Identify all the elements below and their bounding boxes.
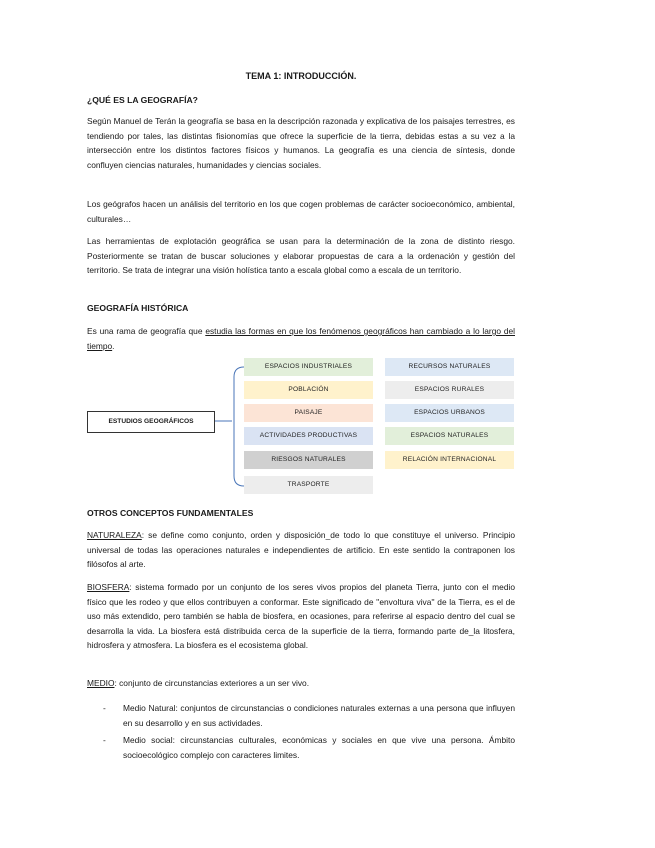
diagram-box-left: ACTIVIDADES PRODUCTIVAS	[244, 427, 373, 445]
diagram-box-right: ESPACIOS URBANOS	[385, 404, 514, 422]
diagram-box-right: RECURSOS NATURALES	[385, 358, 514, 376]
diagram-box-left: RIESGOS NATURALES	[244, 451, 373, 469]
paragraph-naturaleza	[87, 528, 515, 572]
paragraph-medio	[87, 676, 515, 691]
bullet-marker: -	[103, 703, 106, 713]
paragraph-definition: Según Manuel de Terán la geografía se basa en la descripción razonada y explicativa de los paisajes terrestres, es tendiendo por tales, las distintas fisionomías que ofrece la superficie de la tierra, debidas estas a su vez a la intersección entre los distintos factores físicos y humanos. La geografía es una ciencia de síntesis, donde confluyen ciencias naturales, humanidades y ciencias sociales.	[87, 116, 515, 170]
diagram-box-right: RELACIÓN INTERNACIONAL	[385, 451, 514, 469]
paragraph-historica-underlined: estudia las formas en que los fenómenos geográficos han cambiado a lo largo del tiempo	[87, 326, 515, 351]
term-medio: MEDIO	[87, 678, 115, 688]
diagram-box-left: ESPACIOS INDUSTRIALES	[244, 358, 373, 376]
paragraph-geografos: Los geógrafos hacen un análisis del territorio en los que cogen problemas de carácter socioeconómico, ambiental, culturales…	[87, 199, 515, 224]
diagram-root: ESTUDIOS GEOGRÁFICOS	[87, 411, 215, 433]
page-title: TEMA 1: INTRODUCCIÓN.	[245, 71, 357, 81]
diagram-box-right: ESPACIOS NATURALES	[385, 427, 514, 445]
list-item	[103, 733, 515, 762]
definition-medio: : conjunto de circunstancias exteriores a un ser vivo.	[114, 678, 310, 688]
section-heading-historica: GEOGRAFÍA HISTÓRICA	[87, 303, 189, 313]
definition-naturaleza: : se define como conjunto, orden y disposición_de todo lo que constituye el universo. Principio universal de todas las operaciones naturales e independientes de artificio. En este sentido la contraponen los filósofos al arte.	[87, 530, 515, 570]
bullet-marker: -	[103, 735, 106, 746]
diagram-box-left: POBLACIÓN	[244, 381, 373, 399]
section-heading-conceptos: OTROS CONCEPTOS FUNDAMENTALES	[87, 508, 254, 518]
diagram-box-right: ESPACIOS RURALES	[385, 381, 514, 399]
diagram-box-left: PAISAJE	[244, 404, 373, 422]
medio-list	[103, 701, 515, 765]
paragraph-historica-lead: Es una rama de geografía que	[87, 326, 206, 336]
paragraph-biosfera	[87, 580, 515, 653]
list-item-text: Medio Natural: conjuntos de circunstancias o condiciones naturales externas a una persona que influyen en su desarrollo y en sus actividades.	[123, 703, 515, 728]
list-item-text: Medio social: circunstancias culturales, económicas y sociales en que vive una persona. Ámbito socioecológico complejo con caracteres limites.	[123, 735, 515, 760]
term-naturaleza: NATURALEZA	[87, 530, 142, 540]
diagram-box-left: TRASPORTE	[244, 476, 373, 494]
definition-biosfera: : sistema formado por un conjunto de los seres vivos propios del planeta Tierra, junto con el medio físico que les rodeo y que ellos contribuyen a conformar. Este significado de ''envoltura viva'' de la Tierra, es el de uso más extendido, pero también se habla de biosfera, en ocasiones, para referirse al espacio dentro del cual se desarrolla la vida. La biosfera está distribuida cerca de la superficie de la tierra, formando parte de_la litosfera, hidrosfera y atmosfera. La biosfera es el ecosistema global.	[87, 582, 515, 651]
section-heading-que-es: ¿QUÉ ES LA GEOGRAFÍA?	[87, 95, 198, 105]
term-biosfera: BIOSFERA	[87, 582, 130, 592]
paragraph-historica-end: .	[112, 340, 115, 351]
list-item	[103, 701, 515, 730]
paragraph-herramientas: Las herramientas de explotación geográfica se usan para la determinación de la zona de distinto riesgo. Posteriormente se tratan de buscar soluciones y elaborar propuestas de cara a la ordenación y gestión del territorio. Se trata de integrar una visión holística tanto a escala global como a escala de un territorio.	[87, 236, 515, 276]
paragraph-historica	[87, 324, 515, 353]
